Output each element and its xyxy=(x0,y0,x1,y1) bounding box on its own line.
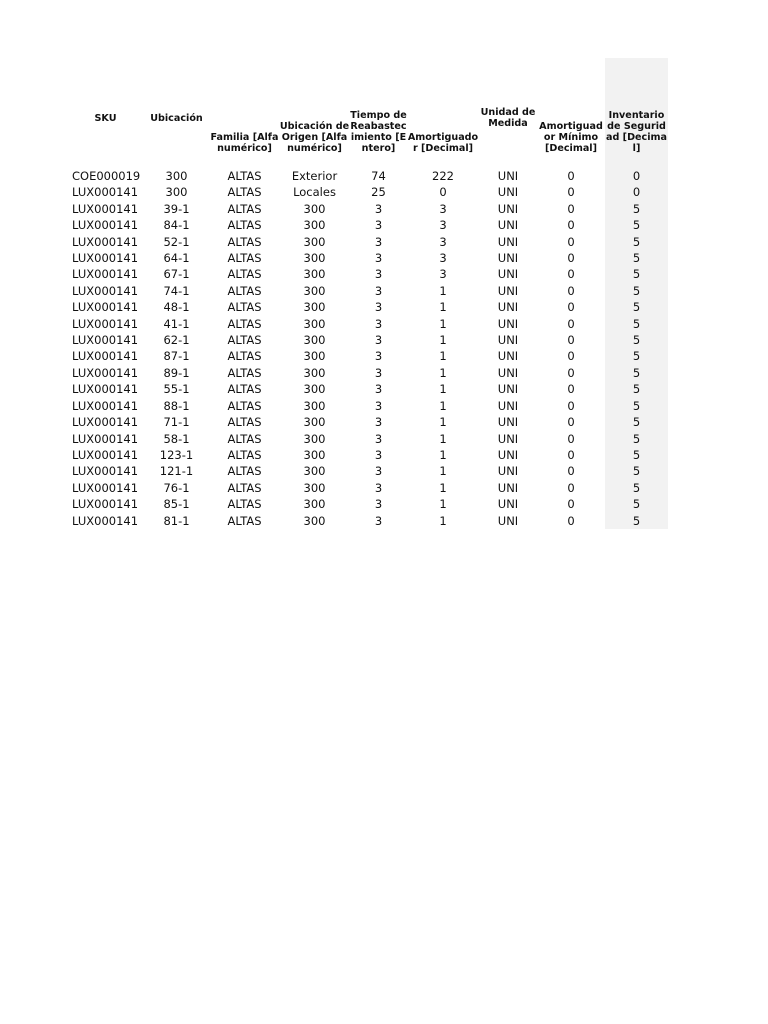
cell-tiempo: 25 xyxy=(371,185,386,200)
cell-ubicacion-origen: Exterior xyxy=(291,169,338,183)
cell-ubicacion: 89-1 xyxy=(163,365,190,380)
cell-amortiguador-minimo: 0 xyxy=(567,267,575,282)
cell-ubicacion-origen: 300 xyxy=(303,349,326,364)
cell-amortiguador: 3 xyxy=(439,267,447,282)
spreadsheet-page xyxy=(68,58,668,529)
cell-amortiguador-minimo: 0 xyxy=(567,185,575,200)
cell-amortiguador-minimo: 0 xyxy=(567,169,575,183)
cell-familia: ALTAS xyxy=(227,201,262,216)
cell-inventario: 5 xyxy=(605,266,668,282)
cell-sku: LUX000141 xyxy=(72,480,139,495)
cell-unidad: UNI xyxy=(497,513,519,528)
cell-inventario: 5 xyxy=(605,250,668,266)
header-familia: Familia [Alfanumérico] xyxy=(210,132,279,154)
cell-amortiguador-minimo: 0 xyxy=(567,300,575,315)
table-row xyxy=(68,168,668,184)
cell-familia: ALTAS xyxy=(227,431,262,446)
cell-tiempo: 3 xyxy=(374,267,383,282)
cell-ubicacion-origen: 300 xyxy=(303,497,326,512)
cell-sku: LUX000141 xyxy=(72,415,139,430)
cell-ubicacion-origen: 300 xyxy=(303,300,326,315)
cell-amortiguador: 1 xyxy=(439,316,447,331)
cell-ubicacion-origen: 300 xyxy=(303,201,326,216)
cell-ubicacion-origen: 300 xyxy=(303,234,326,249)
header-inventario-seguridad: Inventario de Seguridad [Decimal] xyxy=(605,58,668,160)
cell-sku: LUX000141 xyxy=(72,382,139,397)
cell-tiempo: 3 xyxy=(374,513,383,528)
cell-unidad: UNI xyxy=(497,431,519,446)
cell-ubicacion: 41-1 xyxy=(163,316,190,331)
cell-amortiguador-minimo: 0 xyxy=(567,398,575,413)
cell-inventario: 5 xyxy=(605,234,668,250)
cell-amortiguador-minimo: 0 xyxy=(567,365,575,380)
cell-ubicacion: 87-1 xyxy=(163,349,190,364)
cell-tiempo: 3 xyxy=(374,365,383,380)
cell-amortiguador-minimo: 0 xyxy=(567,415,575,430)
cell-ubicacion-origen: 300 xyxy=(303,431,326,446)
cell-amortiguador: 3 xyxy=(439,201,447,216)
cell-sku: COE000019 xyxy=(72,169,141,183)
cell-sku: LUX000141 xyxy=(72,218,139,233)
table-row xyxy=(68,365,668,381)
cell-amortiguador: 1 xyxy=(439,415,447,430)
cell-inventario: 5 xyxy=(605,283,668,299)
cell-familia: ALTAS xyxy=(227,333,262,348)
cell-tiempo: 3 xyxy=(374,480,383,495)
cell-sku: LUX000141 xyxy=(72,447,139,462)
cell-ubicacion-origen: 300 xyxy=(303,464,326,479)
cell-ubicacion-origen: 300 xyxy=(303,447,326,462)
cell-ubicacion: 71-1 xyxy=(163,415,190,430)
cell-amortiguador-minimo: 0 xyxy=(567,333,575,348)
cell-ubicacion: 84-1 xyxy=(163,218,190,233)
cell-ubicacion-origen: 300 xyxy=(303,513,326,528)
table-row xyxy=(68,201,668,217)
table-row xyxy=(68,184,668,200)
cell-amortiguador-minimo: 0 xyxy=(567,382,575,397)
cell-inventario: 5 xyxy=(605,381,668,397)
cell-amortiguador: 1 xyxy=(439,497,447,512)
cell-ubicacion-origen: 300 xyxy=(303,267,326,282)
cell-sku: LUX000141 xyxy=(72,300,139,315)
cell-ubicacion-origen: 300 xyxy=(303,251,326,266)
cell-unidad: UNI xyxy=(497,300,519,315)
cell-amortiguador-minimo: 0 xyxy=(567,283,575,298)
cell-ubicacion: 300 xyxy=(165,185,188,200)
cell-inventario: 5 xyxy=(605,496,668,512)
cell-unidad: UNI xyxy=(497,169,519,183)
table-row xyxy=(68,234,668,250)
cell-amortiguador-minimo: 0 xyxy=(567,431,575,446)
table-row xyxy=(68,283,668,299)
cell-amortiguador-minimo: 0 xyxy=(567,464,575,479)
cell-sku: LUX000141 xyxy=(72,464,139,479)
cell-unidad: UNI xyxy=(497,464,519,479)
cell-familia: ALTAS xyxy=(227,251,262,266)
cell-amortiguador: 1 xyxy=(439,398,447,413)
cell-sku: LUX000141 xyxy=(72,513,139,528)
cell-sku: LUX000141 xyxy=(72,267,139,282)
cell-amortiguador: 1 xyxy=(439,447,447,462)
table-row xyxy=(68,480,668,496)
table-row xyxy=(68,398,668,414)
cell-amortiguador-minimo: 0 xyxy=(567,218,575,233)
cell-tiempo: 3 xyxy=(374,234,383,249)
cell-ubicacion: 81-1 xyxy=(163,513,190,528)
table-row xyxy=(68,414,668,430)
table-row xyxy=(68,299,668,315)
cell-familia: ALTAS xyxy=(227,185,262,200)
cell-tiempo: 3 xyxy=(374,316,383,331)
header-row xyxy=(68,58,668,160)
cell-ubicacion-origen: 300 xyxy=(303,333,326,348)
cell-unidad: UNI xyxy=(497,185,519,200)
cell-inventario: 5 xyxy=(605,414,668,430)
cell-ubicacion: 76-1 xyxy=(163,480,190,495)
cell-sku: LUX000141 xyxy=(72,398,139,413)
cell-familia: ALTAS xyxy=(227,365,262,380)
cell-inventario: 5 xyxy=(605,431,668,447)
cell-amortiguador: 1 xyxy=(439,333,447,348)
table-row xyxy=(68,266,668,282)
cell-inventario: 5 xyxy=(605,398,668,414)
cell-amortiguador-minimo: 0 xyxy=(567,480,575,495)
cell-unidad: UNI xyxy=(497,447,519,462)
cell-ubicacion-origen: 300 xyxy=(303,283,326,298)
cell-ubicacion: 64-1 xyxy=(163,251,190,266)
cell-sku: LUX000141 xyxy=(72,283,139,298)
cell-unidad: UNI xyxy=(497,316,519,331)
cell-unidad: UNI xyxy=(497,480,519,495)
cell-tiempo: 3 xyxy=(374,497,383,512)
cell-inventario: 5 xyxy=(605,480,668,496)
cell-tiempo: 3 xyxy=(374,464,383,479)
cell-ubicacion-origen: 300 xyxy=(303,365,326,380)
cell-familia: ALTAS xyxy=(227,398,262,413)
cell-sku: LUX000141 xyxy=(72,251,139,266)
cell-ubicacion-origen: 300 xyxy=(303,398,326,413)
cell-ubicacion: 58-1 xyxy=(163,431,190,446)
cell-inventario: 5 xyxy=(605,316,668,332)
cell-familia: ALTAS xyxy=(227,234,262,249)
cell-inventario: 5 xyxy=(605,513,668,529)
cell-sku: LUX000141 xyxy=(72,497,139,512)
cell-tiempo: 3 xyxy=(374,349,383,364)
cell-unidad: UNI xyxy=(497,251,519,266)
header-unidad-medida: Unidad de Medida xyxy=(480,107,536,129)
cell-inventario: 5 xyxy=(605,365,668,381)
header-tiempo-reabastecimiento: Tiempo de Reabastecimiento [Entero] xyxy=(350,110,407,154)
table-row xyxy=(68,496,668,512)
cell-tiempo: 3 xyxy=(374,415,383,430)
cell-sku: LUX000141 xyxy=(72,316,139,331)
cell-inventario: 0 xyxy=(605,168,668,184)
cell-sku: LUX000141 xyxy=(72,201,139,216)
cell-familia: ALTAS xyxy=(227,218,262,233)
header-amortiguador-minimo: Amortiguador Mínimo [Decimal] xyxy=(539,121,603,154)
cell-ubicacion: 74-1 xyxy=(163,283,190,298)
cell-unidad: UNI xyxy=(497,349,519,364)
cell-ubicacion: 300 xyxy=(165,169,188,183)
cell-unidad: UNI xyxy=(497,497,519,512)
cell-tiempo: 3 xyxy=(374,447,383,462)
cell-inventario: 5 xyxy=(605,201,668,217)
cell-ubicacion-origen: 300 xyxy=(303,415,326,430)
cell-ubicacion: 62-1 xyxy=(163,333,190,348)
cell-ubicacion: 55-1 xyxy=(163,382,190,397)
table-body xyxy=(68,168,668,529)
cell-ubicacion: 39-1 xyxy=(163,201,190,216)
cell-inventario: 5 xyxy=(605,348,668,364)
cell-ubicacion-origen: 300 xyxy=(303,316,326,331)
cell-tiempo: 3 xyxy=(374,283,383,298)
cell-ubicacion: 67-1 xyxy=(163,267,190,282)
cell-sku: LUX000141 xyxy=(72,431,139,446)
header-ubicacion: Ubicación xyxy=(150,112,203,124)
cell-amortiguador: 1 xyxy=(439,513,447,528)
cell-unidad: UNI xyxy=(497,234,519,249)
cell-ubicacion: 85-1 xyxy=(163,497,190,512)
cell-tiempo: 3 xyxy=(374,300,383,315)
cell-familia: ALTAS xyxy=(227,169,262,183)
cell-ubicacion: 123-1 xyxy=(159,447,194,462)
cell-familia: ALTAS xyxy=(227,349,262,364)
cell-tiempo: 3 xyxy=(374,431,383,446)
cell-familia: ALTAS xyxy=(227,300,262,315)
header-ubicacion-origen: Ubicación de Origen [Alfanumérico] xyxy=(279,121,350,154)
table-row xyxy=(68,447,668,463)
cell-ubicacion-origen: 300 xyxy=(303,382,326,397)
table-row xyxy=(68,332,668,348)
cell-amortiguador-minimo: 0 xyxy=(567,316,575,331)
cell-unidad: UNI xyxy=(497,267,519,282)
cell-tiempo: 3 xyxy=(374,398,383,413)
cell-tiempo: 74 xyxy=(371,169,386,183)
cell-unidad: UNI xyxy=(497,365,519,380)
table-row xyxy=(68,217,668,233)
cell-amortiguador: 3 xyxy=(439,251,447,266)
cell-amortiguador-minimo: 0 xyxy=(567,234,575,249)
cell-ubicacion-origen: 300 xyxy=(303,218,326,233)
cell-unidad: UNI xyxy=(497,201,519,216)
cell-inventario: 5 xyxy=(605,217,668,233)
cell-amortiguador-minimo: 0 xyxy=(567,513,575,528)
cell-amortiguador: 1 xyxy=(439,382,447,397)
cell-sku: LUX000141 xyxy=(72,185,139,200)
cell-tiempo: 3 xyxy=(374,218,383,233)
cell-amortiguador: 1 xyxy=(439,300,447,315)
cell-familia: ALTAS xyxy=(227,447,262,462)
table-row xyxy=(68,513,668,529)
cell-sku: LUX000141 xyxy=(72,365,139,380)
cell-amortiguador-minimo: 0 xyxy=(567,251,575,266)
cell-inventario: 0 xyxy=(605,184,668,200)
table-row xyxy=(68,381,668,397)
cell-ubicacion: 88-1 xyxy=(163,398,190,413)
cell-inventario: 5 xyxy=(605,299,668,315)
table-row xyxy=(68,463,668,479)
cell-amortiguador: 1 xyxy=(439,365,447,380)
header-sku: SKU xyxy=(94,112,117,124)
cell-ubicacion: 48-1 xyxy=(163,300,190,315)
cell-tiempo: 3 xyxy=(374,251,383,266)
cell-unidad: UNI xyxy=(497,218,519,233)
cell-amortiguador: 3 xyxy=(439,234,447,249)
cell-amortiguador-minimo: 0 xyxy=(567,201,575,216)
table-row xyxy=(68,348,668,364)
cell-unidad: UNI xyxy=(497,283,519,298)
cell-sku: LUX000141 xyxy=(72,333,139,348)
cell-tiempo: 3 xyxy=(374,201,383,216)
cell-unidad: UNI xyxy=(497,382,519,397)
cell-amortiguador-minimo: 0 xyxy=(567,349,575,364)
cell-familia: ALTAS xyxy=(227,283,262,298)
table-row xyxy=(68,316,668,332)
cell-amortiguador-minimo: 0 xyxy=(567,447,575,462)
cell-ubicacion: 121-1 xyxy=(159,464,194,479)
inventory-table xyxy=(68,58,668,529)
cell-amortiguador: 222 xyxy=(432,169,454,183)
cell-familia: ALTAS xyxy=(227,464,262,479)
cell-familia: ALTAS xyxy=(227,382,262,397)
table-row xyxy=(68,250,668,266)
cell-inventario: 5 xyxy=(605,463,668,479)
cell-amortiguador: 1 xyxy=(439,431,447,446)
cell-unidad: UNI xyxy=(497,415,519,430)
cell-familia: ALTAS xyxy=(227,415,262,430)
cell-amortiguador: 1 xyxy=(439,349,447,364)
cell-familia: ALTAS xyxy=(227,497,262,512)
cell-unidad: UNI xyxy=(497,333,519,348)
header-amortiguador: Amortiguador [Decimal] xyxy=(407,132,479,154)
header-spacer xyxy=(68,160,668,168)
cell-tiempo: 3 xyxy=(374,382,383,397)
table-row xyxy=(68,431,668,447)
cell-familia: ALTAS xyxy=(227,316,262,331)
cell-amortiguador: 1 xyxy=(439,283,447,298)
cell-ubicacion-origen: Locales xyxy=(293,185,336,200)
cell-tiempo: 3 xyxy=(374,333,383,348)
cell-familia: ALTAS xyxy=(227,267,262,282)
cell-unidad: UNI xyxy=(497,398,519,413)
cell-ubicacion: 52-1 xyxy=(163,234,190,249)
cell-sku: LUX000141 xyxy=(72,349,139,364)
cell-sku: LUX000141 xyxy=(72,234,139,249)
cell-ubicacion-origen: 300 xyxy=(303,480,326,495)
cell-amortiguador-minimo: 0 xyxy=(567,497,575,512)
cell-familia: ALTAS xyxy=(227,480,262,495)
cell-amortiguador: 1 xyxy=(439,464,447,479)
cell-amortiguador: 3 xyxy=(439,218,447,233)
cell-inventario: 5 xyxy=(605,332,668,348)
cell-inventario: 5 xyxy=(605,447,668,463)
cell-familia: ALTAS xyxy=(227,513,262,528)
cell-amortiguador: 1 xyxy=(439,480,447,495)
cell-amortiguador: 0 xyxy=(439,185,447,200)
